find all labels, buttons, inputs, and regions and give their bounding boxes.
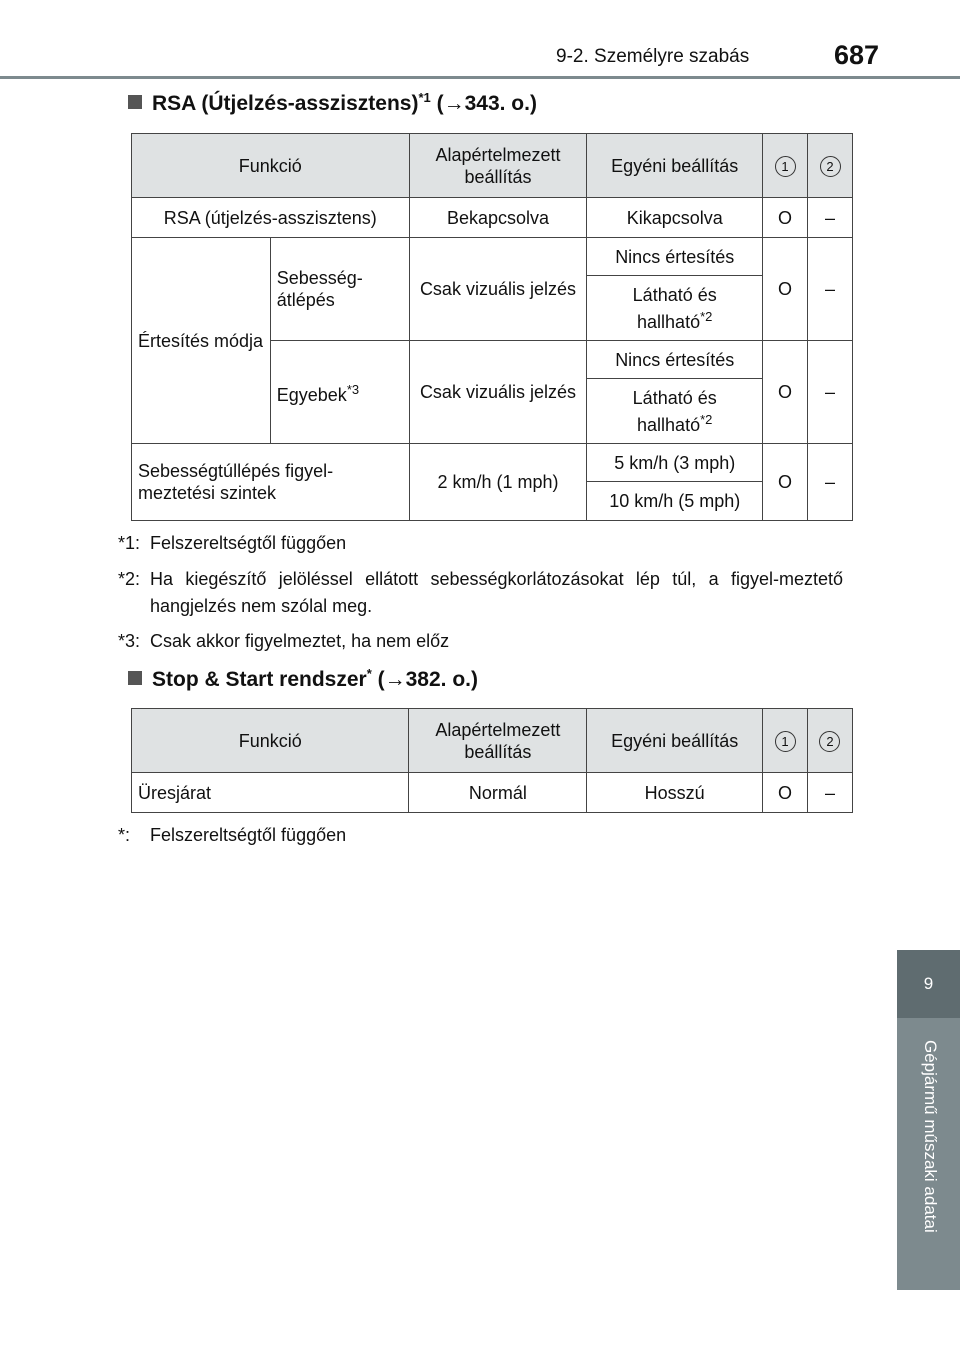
table-row bbox=[132, 773, 853, 813]
cell-custom: Hosszú bbox=[587, 773, 763, 813]
footnote-mark: *3 bbox=[346, 381, 360, 397]
cell-other-c2: – bbox=[808, 341, 853, 444]
circled-1-icon: 1 bbox=[775, 731, 796, 752]
cell-other-label: Egyebek$^{*3}$ bbox=[270, 341, 409, 444]
cell-c2: – bbox=[808, 198, 853, 238]
cell-custom: Kikapcsolva bbox=[587, 198, 763, 238]
table-header-row bbox=[132, 709, 853, 773]
col-1 bbox=[763, 709, 808, 773]
col-1 bbox=[763, 134, 808, 198]
rsa-title-footnote: *1 bbox=[418, 90, 431, 105]
page-number: 687 bbox=[834, 40, 880, 70]
footnote-mark: *2: bbox=[118, 569, 141, 589]
cell-default: Bekapcsolva bbox=[409, 198, 587, 238]
stopstart-page-ref: (→382. o.) bbox=[377, 668, 478, 691]
rsa-page-ref: (→343. o.) bbox=[436, 92, 537, 115]
footnote bbox=[118, 566, 843, 620]
cell-speed-opt1: Nincs értesítés bbox=[587, 238, 763, 276]
footnote-text: Felszereltségtől függően bbox=[150, 533, 347, 553]
square-bullet-icon bbox=[128, 671, 142, 685]
cell-speed-c1: O bbox=[763, 238, 808, 341]
cell-level-opt1: 5 km/h (3 mph) bbox=[587, 444, 763, 482]
col-custom: Egyéni beállítás bbox=[587, 134, 763, 198]
col-2 bbox=[808, 134, 853, 198]
col-function: Funkció bbox=[132, 709, 409, 773]
cell-c1: O bbox=[763, 198, 808, 238]
col-2 bbox=[807, 709, 852, 773]
stopstart-table bbox=[131, 708, 853, 813]
cell-speed-opt2: Látható és hallható$^{*2}$ bbox=[587, 276, 763, 341]
cell-notify-group: Értesítés módja bbox=[132, 238, 271, 444]
footnote-mark: *2 bbox=[700, 411, 713, 427]
cell-level-c1: O bbox=[763, 444, 808, 521]
cell-other-c1: O bbox=[763, 341, 808, 444]
rsa-table bbox=[131, 133, 853, 521]
rsa-title: RSA (Útjelzés-asszisztens) bbox=[152, 92, 419, 115]
table-row bbox=[132, 198, 853, 238]
footnote-mark: *1: bbox=[118, 533, 141, 553]
footnote-mark: *3: bbox=[118, 631, 141, 651]
section-title: 9-2. Személyre szabás bbox=[556, 46, 750, 67]
cell-speed-label: Sebesség-átlépés bbox=[270, 238, 409, 341]
cell-function: Üresjárat bbox=[132, 773, 409, 813]
footnote-text: Felszereltségtől függően bbox=[150, 825, 347, 845]
cell-level-opt2: 10 km/h (5 mph) bbox=[587, 482, 763, 521]
footnote bbox=[118, 628, 843, 655]
table-row bbox=[132, 238, 853, 276]
table-header-row bbox=[132, 134, 853, 198]
circled-2-icon: 2 bbox=[819, 731, 840, 752]
footnote bbox=[118, 530, 843, 557]
cell-speed-default: Csak vizuális jelzés bbox=[409, 238, 587, 341]
table-row bbox=[132, 444, 853, 482]
stopstart-title: Stop & Start rendszer bbox=[152, 668, 367, 691]
cell-level-c2: – bbox=[808, 444, 853, 521]
footnote-mark: *: bbox=[118, 825, 131, 845]
footnote-text: Csak akkor figyelmeztet, ha nem előz bbox=[150, 631, 450, 651]
cell-level-default: 2 km/h (1 mph) bbox=[409, 444, 587, 521]
chapter-title: Gépjármű műszaki adatai bbox=[921, 1040, 940, 1233]
stopstart-section-title bbox=[128, 666, 478, 692]
cell-other-opt2: Látható és hallható$^{*2}$ bbox=[587, 379, 763, 444]
col-default: Alapértelmezett beállítás bbox=[409, 709, 587, 773]
rsa-section-title bbox=[128, 90, 537, 116]
stopstart-title-footnote: * bbox=[366, 666, 372, 681]
cell-default: Normál bbox=[409, 773, 587, 813]
header-divider bbox=[0, 76, 960, 79]
footnote bbox=[118, 822, 843, 849]
cell-other-default: Csak vizuális jelzés bbox=[409, 341, 587, 444]
footnote-text: Ha kiegészítő jelöléssel ellátott sebességkorlátozásokat lép túl, a figyel-meztető hangjelzés nem szólal meg. bbox=[150, 569, 843, 616]
col-custom: Egyéni beállítás bbox=[587, 709, 763, 773]
cell-other-opt1: Nincs értesítés bbox=[587, 341, 763, 379]
cell-c1: O bbox=[763, 773, 808, 813]
circled-1-icon: 1 bbox=[775, 156, 796, 177]
cell-c2: – bbox=[807, 773, 852, 813]
chapter-tab[interactable] bbox=[897, 950, 960, 1290]
col-function: Funkció bbox=[132, 134, 410, 198]
cell-speed-c2: – bbox=[808, 238, 853, 341]
cell-function: RSA (útjelzés-asszisztens) bbox=[132, 198, 410, 238]
col-default: Alapértelmezett beállítás bbox=[409, 134, 587, 198]
square-bullet-icon bbox=[128, 95, 142, 109]
footnote-mark: *2 bbox=[700, 308, 713, 324]
cell-level-function: Sebességtúllépés figyel-meztetési szintek bbox=[132, 444, 410, 521]
circled-2-icon: 2 bbox=[820, 156, 841, 177]
chapter-number: 9 bbox=[897, 950, 960, 1018]
